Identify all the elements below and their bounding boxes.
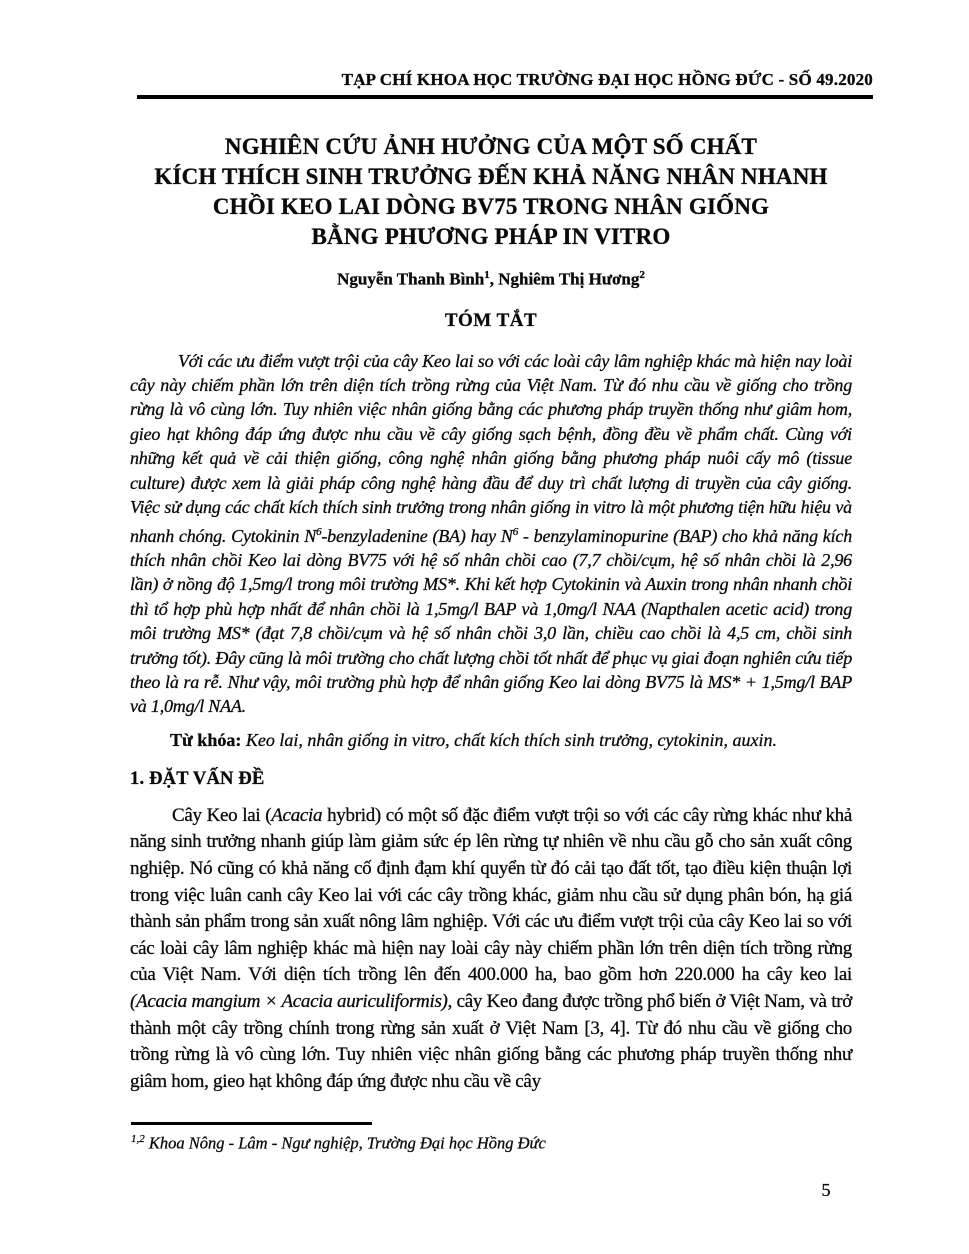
content-column	[130, 132, 852, 1095]
section-heading: 1. ĐẶT VẤN ĐỀ	[130, 768, 265, 789]
abstract-paragraph	[130, 349, 852, 719]
body-text-3: , cây Keo đang được trồng phổ biến ở Việt Nam, và trở thành một cây trồng chính trong rừng sản xuất ở Việt Nam [3, 4]. Từ đó nhu cầu về giống cho trồng rừng là vô cùng lớn. Tuy nhiên việc nhân giống bằng các phương pháp truyền thống như giâm hom, gieo hạt không đáp ứng được nhu cầu về cây	[130, 990, 852, 1092]
article-title	[130, 132, 852, 252]
keywords-line	[130, 728, 852, 752]
title-line-2: KÍCH THÍCH SINH TRƯỞNG ĐẾN KHẢ NĂNG NHÂN NHANH	[154, 164, 828, 189]
author-superscript-1: 1	[484, 269, 490, 281]
body-text-2: hybrid) có một số đặc điểm vượt trội so với các cây rừng khác như khả năng sinh trưởng nhanh giúp làm giảm sức ép lên rừng tự nhiên về nhu cầu gỗ cho sản xuất công nghiệp. Nó cũng có khả năng cố định đạm khí quyển từ đó cải tạo đất tốt, tạo điều kiện thuận lợi trong việc luân canh cây Keo lai với các cây trồng khác, giảm nhu cầu sử dụng phân bón, hạ giá thành sản phẩm trong sản xuất nông lâm nghiệp. Với các ưu điểm vượt trội của cây Keo lai so với các loài cây lâm nghiệp khác mà hiện nay loài cây này chiếm phần lớn trên diện tích trồng rừng của Việt Nam. Với diện tích trồng lên đến 400.000 ha, bao gồm hơn 220.000 ha cây keo lai	[130, 804, 852, 986]
keywords-label: Từ khóa:	[170, 729, 242, 750]
title-line-4: BẰNG PHƯƠNG PHÁP IN VITRO	[311, 224, 671, 249]
footnote-rule	[131, 1122, 372, 1125]
abstract-superscript-1: 6	[316, 525, 322, 538]
keywords-text: Keo lai, nhân giống in vitro, chất kích thích sinh trưởng, cytokinin, auxin.	[241, 729, 778, 750]
abstract-text-3: - benzylaminopurine (BAP) cho khả năng kích thích nhân chồi Keo lai dòng BV75 với hệ số nhân chồi cao (7,7 chồi/cụm, hệ số nhân chồi là 2,96 lần) ở nồng độ 1,5mg/l trong môi trường MS*. Khi kết hợp Cytokinin và Auxin trong nhân nhanh chồi thì tổ hợp phù hợp nhất để nhân chồi là 1,5mg/l BAP và 1,0mg/l NAA (Napthalen acetic acid) trong môi trường MS* (đạt 7,8 chồi/cụm và hệ số nhân chồi 3,0 lần, chiều cao chồi là 4,5 cm, chồi sinh trưởng tốt). Đây cũng là môi trường cho chất lượng chồi tốt nhất để phục vụ giai đoạn nghiên cứu tiếp theo là ra rễ. Như vậy, môi trường phù hợp để nhân giống Keo lai dòng BV75 là MS* + 1,5mg/l BAP và 1,0mg/l NAA.	[130, 525, 852, 717]
page-number: 5	[821, 1180, 831, 1200]
author-name-2: , Nghiêm Thị Hương	[489, 269, 640, 289]
body-latin-name-1: Acacia	[271, 804, 323, 826]
journal-header: TẠP CHÍ KHOA HỌC TRƯỜNG ĐẠI HỌC HỒNG ĐỨC - SỐ 49.2020	[341, 70, 873, 89]
footnote	[131, 1133, 853, 1154]
title-line-3: CHỒI KEO LAI DÒNG BV75 TRONG NHÂN GIỐNG	[212, 194, 770, 219]
header-rule	[137, 95, 873, 99]
author-name-1: Nguyễn Thanh Bình	[337, 269, 485, 289]
authors-line	[130, 269, 852, 290]
footnote-superscript: 1,2	[131, 1133, 145, 1145]
author-superscript-2: 2	[639, 269, 645, 281]
body-text-1: Cây Keo lai (	[172, 804, 272, 826]
abstract-text-2: -benzyladenine (BA) hay N	[321, 525, 513, 546]
abstract-superscript-2: 6	[512, 525, 518, 538]
title-line-1: NGHIÊN CỨU ẢNH HƯỞNG CỦA MỘT SỐ CHẤT	[224, 134, 758, 159]
body-latin-name-2: (Acacia mangium × Acacia auriculiformis)	[130, 990, 448, 1012]
abstract-text-1: Với các ưu điểm vượt trội của cây Keo lai so với các loài cây lâm nghiệp khác mà hiện nay loài cây này chiếm phần lớn trên diện tích trồng rừng của Việt Nam. Từ đó nhu cầu về giống cho trồng rừng là vô cùng lớn. Tuy nhiên việc nhân giống bằng các phương pháp truyền thống như giâm hom, gieo hạt không đáp ứng được nhu cầu về cây giống sạch bệnh, đồng đều về phẩm chất. Cùng với những kết quả về cải thiện giống, công nghệ nhân giống bằng phương pháp nuôi cấy mô (tissue culture) được xem là giải pháp công nghệ hàng đầu để duy trì chất lượng di truyền của cây giống. Việc sử dụng các chất kích thích sinh trưởng trong nhân giống in vitro là một phương tiện hữu hiệu và nhanh chóng. Cytokinin N	[130, 350, 852, 546]
abstract-heading: TÓM TẮT	[444, 309, 538, 331]
footnote-text: Khoa Nông - Lâm - Ngư nghiệp, Trường Đại học Hồng Đức	[144, 1133, 546, 1153]
body-paragraph	[130, 803, 852, 1096]
